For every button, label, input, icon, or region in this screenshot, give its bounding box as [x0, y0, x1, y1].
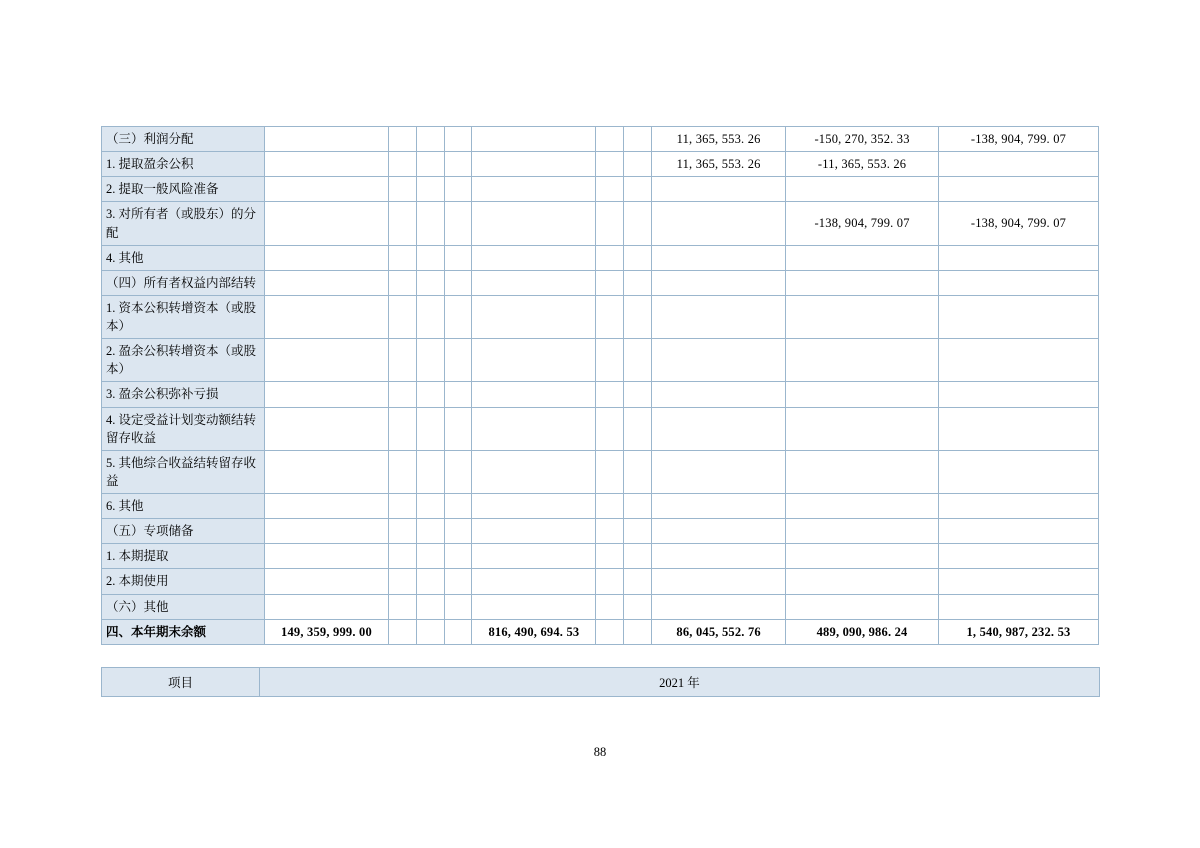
- row-cell: [624, 202, 652, 245]
- row-cell: [652, 544, 786, 569]
- row-cell: [624, 127, 652, 152]
- row-label: （三）利润分配: [102, 127, 265, 152]
- row-cell: [938, 270, 1098, 295]
- row-cell: [444, 519, 472, 544]
- table-row: [102, 382, 1099, 407]
- row-cell: [388, 594, 416, 619]
- row-cell: [472, 339, 596, 382]
- row-cell: [416, 245, 444, 270]
- table-row: [102, 245, 1099, 270]
- table-row: [102, 494, 1099, 519]
- table-row-total: [102, 619, 1099, 644]
- row-cell: [786, 450, 939, 493]
- row-cell: [416, 594, 444, 619]
- row-cell: [444, 245, 472, 270]
- row-cell: [265, 594, 389, 619]
- row-cell: [938, 594, 1098, 619]
- row-cell: [938, 152, 1098, 177]
- row-cell: [624, 382, 652, 407]
- row-cell: [444, 594, 472, 619]
- row-cell: [938, 407, 1098, 450]
- row-cell: [596, 245, 624, 270]
- table-row: [102, 569, 1099, 594]
- row-label: 3. 盈余公积弥补亏损: [102, 382, 265, 407]
- row-cell: [596, 594, 624, 619]
- row-cell: [472, 494, 596, 519]
- row-cell: [416, 519, 444, 544]
- row-cell: [652, 339, 786, 382]
- row-cell: [388, 295, 416, 338]
- row-cell: [388, 450, 416, 493]
- row-cell: [388, 202, 416, 245]
- row-label: 6. 其他: [102, 494, 265, 519]
- statement-of-changes-in-equity-table: [101, 126, 1099, 697]
- row-cell: [596, 202, 624, 245]
- row-cell: [652, 295, 786, 338]
- row-cell: [416, 382, 444, 407]
- row-cell: [624, 407, 652, 450]
- row-cell: [444, 127, 472, 152]
- row-cell: [624, 569, 652, 594]
- row-cell: [265, 519, 389, 544]
- row-label: 1. 资本公积转增资本（或股本）: [102, 295, 265, 338]
- row-cell: [596, 519, 624, 544]
- row-cell: [652, 382, 786, 407]
- row-cell: [416, 270, 444, 295]
- row-cell: [416, 544, 444, 569]
- row-cell: [938, 382, 1098, 407]
- table-row: [102, 519, 1099, 544]
- row-cell: [265, 177, 389, 202]
- table-row: [102, 450, 1099, 493]
- row-cell: [596, 339, 624, 382]
- row-cell: [786, 382, 939, 407]
- row-cell: 86, 045, 552. 76: [652, 619, 786, 644]
- row-cell: [444, 382, 472, 407]
- row-cell: [938, 295, 1098, 338]
- row-cell: [652, 519, 786, 544]
- row-cell: 489, 090, 986. 24: [786, 619, 939, 644]
- row-cell: [652, 177, 786, 202]
- page-number: 88: [593, 745, 607, 759]
- row-cell: 11, 365, 553. 26: [652, 152, 786, 177]
- row-label: 4. 设定受益计划变动额结转留存收益: [102, 407, 265, 450]
- row-cell: [416, 202, 444, 245]
- row-label: 1. 本期提取: [102, 544, 265, 569]
- row-cell: 816, 490, 694. 53: [472, 619, 596, 644]
- row-cell: [652, 245, 786, 270]
- row-label: 3. 对所有者（或股东）的分配: [102, 202, 265, 245]
- row-cell: [265, 407, 389, 450]
- row-cell: [416, 152, 444, 177]
- row-cell: [444, 407, 472, 450]
- row-cell: [624, 339, 652, 382]
- row-cell: [472, 450, 596, 493]
- row-cell: [416, 494, 444, 519]
- row-cell: [624, 594, 652, 619]
- row-cell: [786, 494, 939, 519]
- row-cell: [938, 519, 1098, 544]
- row-cell: [265, 270, 389, 295]
- row-cell: [416, 127, 444, 152]
- row-cell: 1, 540, 987, 232. 53: [938, 619, 1098, 644]
- row-cell: [596, 569, 624, 594]
- row-cell: [652, 450, 786, 493]
- row-cell: [444, 569, 472, 594]
- row-cell: [416, 569, 444, 594]
- row-label: 2. 提取一般风险准备: [102, 177, 265, 202]
- row-cell: [472, 177, 596, 202]
- row-cell: [624, 177, 652, 202]
- row-cell: [596, 127, 624, 152]
- row-cell: [938, 544, 1098, 569]
- row-cell: [938, 245, 1098, 270]
- row-cell: [624, 619, 652, 644]
- row-cell: [624, 450, 652, 493]
- table-row: [102, 270, 1099, 295]
- row-cell: [444, 339, 472, 382]
- row-label: 4. 其他: [102, 245, 265, 270]
- row-cell: [444, 450, 472, 493]
- row-cell: [388, 519, 416, 544]
- row-label: 5. 其他综合收益结转留存收益: [102, 450, 265, 493]
- row-cell: [388, 382, 416, 407]
- row-cell: [472, 544, 596, 569]
- row-cell: [265, 127, 389, 152]
- row-cell: [472, 407, 596, 450]
- row-label: 1. 提取盈余公积: [102, 152, 265, 177]
- row-cell: [416, 177, 444, 202]
- row-cell: [388, 270, 416, 295]
- row-cell: [472, 569, 596, 594]
- row-cell: [388, 544, 416, 569]
- row-cell: [388, 152, 416, 177]
- row-cell: [786, 270, 939, 295]
- row-cell: [265, 152, 389, 177]
- row-cell: [786, 177, 939, 202]
- row-cell: [786, 569, 939, 594]
- row-cell: [596, 152, 624, 177]
- row-cell: [416, 339, 444, 382]
- row-cell: 11, 365, 553. 26: [652, 127, 786, 152]
- row-cell: [444, 295, 472, 338]
- row-cell: [624, 295, 652, 338]
- row-cell: [444, 619, 472, 644]
- row-cell: [938, 177, 1098, 202]
- row-cell: [416, 295, 444, 338]
- table-row: [102, 152, 1099, 177]
- row-cell: [416, 450, 444, 493]
- row-cell: [265, 202, 389, 245]
- row-cell: [444, 177, 472, 202]
- table-row: [102, 339, 1099, 382]
- row-cell: 149, 359, 999. 00: [265, 619, 389, 644]
- row-cell: [596, 544, 624, 569]
- row-cell: [444, 544, 472, 569]
- row-cell: [938, 450, 1098, 493]
- row-cell: [652, 270, 786, 295]
- row-cell: [652, 569, 786, 594]
- row-cell: [596, 407, 624, 450]
- row-cell: [786, 295, 939, 338]
- row-cell: [388, 127, 416, 152]
- row-cell: [388, 177, 416, 202]
- row-label: 四、本年期末余额: [102, 619, 265, 644]
- row-cell: [472, 152, 596, 177]
- row-cell: [388, 569, 416, 594]
- row-cell: [786, 519, 939, 544]
- row-cell: -138, 904, 799. 07: [938, 202, 1098, 245]
- row-cell: [472, 127, 596, 152]
- row-cell: -138, 904, 799. 07: [786, 202, 939, 245]
- row-cell: [596, 270, 624, 295]
- row-cell: [938, 339, 1098, 382]
- row-cell: [265, 450, 389, 493]
- row-cell: [624, 544, 652, 569]
- table-row: [102, 202, 1099, 245]
- row-cell: [624, 152, 652, 177]
- row-cell: [652, 594, 786, 619]
- row-cell: [938, 569, 1098, 594]
- row-cell: [265, 544, 389, 569]
- row-cell: [786, 544, 939, 569]
- row-cell: [472, 270, 596, 295]
- row-cell: [786, 245, 939, 270]
- row-cell: [444, 494, 472, 519]
- row-cell: [624, 494, 652, 519]
- row-label: 2. 盈余公积转增资本（或股本）: [102, 339, 265, 382]
- row-label: （六）其他: [102, 594, 265, 619]
- year-header-table: [101, 667, 1100, 697]
- row-cell: [786, 339, 939, 382]
- row-cell: [472, 382, 596, 407]
- financial-table-body: [102, 127, 1099, 645]
- row-cell: -138, 904, 799. 07: [938, 127, 1098, 152]
- row-cell: [652, 494, 786, 519]
- row-cell: [388, 407, 416, 450]
- row-cell: [265, 245, 389, 270]
- table-row: [102, 544, 1099, 569]
- row-cell: [596, 382, 624, 407]
- row-cell: [624, 270, 652, 295]
- row-cell: [786, 594, 939, 619]
- table-row: [102, 295, 1099, 338]
- row-cell: [265, 295, 389, 338]
- row-cell: [388, 339, 416, 382]
- row-label: （四）所有者权益内部结转: [102, 270, 265, 295]
- row-cell: [388, 619, 416, 644]
- table-row: [102, 407, 1099, 450]
- row-cell: [472, 202, 596, 245]
- row-cell: -11, 365, 553. 26: [786, 152, 939, 177]
- table-row: [102, 127, 1099, 152]
- row-cell: [388, 245, 416, 270]
- row-cell: [472, 519, 596, 544]
- year-header-row: [102, 667, 1100, 696]
- row-cell: -150, 270, 352. 33: [786, 127, 939, 152]
- year-header-year-label: 2021 年: [260, 667, 1100, 696]
- year-header-item-label: 项目: [102, 667, 260, 696]
- row-cell: [624, 519, 652, 544]
- row-cell: [786, 407, 939, 450]
- table-row: [102, 594, 1099, 619]
- row-cell: [938, 494, 1098, 519]
- row-cell: [444, 202, 472, 245]
- row-cell: [265, 382, 389, 407]
- row-cell: [265, 339, 389, 382]
- financial-table: [101, 126, 1099, 645]
- row-cell: [652, 407, 786, 450]
- row-cell: [444, 270, 472, 295]
- row-cell: [416, 407, 444, 450]
- row-cell: [596, 494, 624, 519]
- row-cell: [652, 202, 786, 245]
- table-row: [102, 177, 1099, 202]
- row-cell: [624, 245, 652, 270]
- row-cell: [472, 245, 596, 270]
- row-cell: [444, 152, 472, 177]
- row-cell: [416, 619, 444, 644]
- row-cell: [596, 177, 624, 202]
- row-cell: [596, 295, 624, 338]
- row-label: 2. 本期使用: [102, 569, 265, 594]
- row-cell: [472, 295, 596, 338]
- row-cell: [472, 594, 596, 619]
- row-label: （五）专项储备: [102, 519, 265, 544]
- row-cell: [265, 494, 389, 519]
- row-cell: [265, 569, 389, 594]
- row-cell: [596, 619, 624, 644]
- row-cell: [388, 494, 416, 519]
- row-cell: [596, 450, 624, 493]
